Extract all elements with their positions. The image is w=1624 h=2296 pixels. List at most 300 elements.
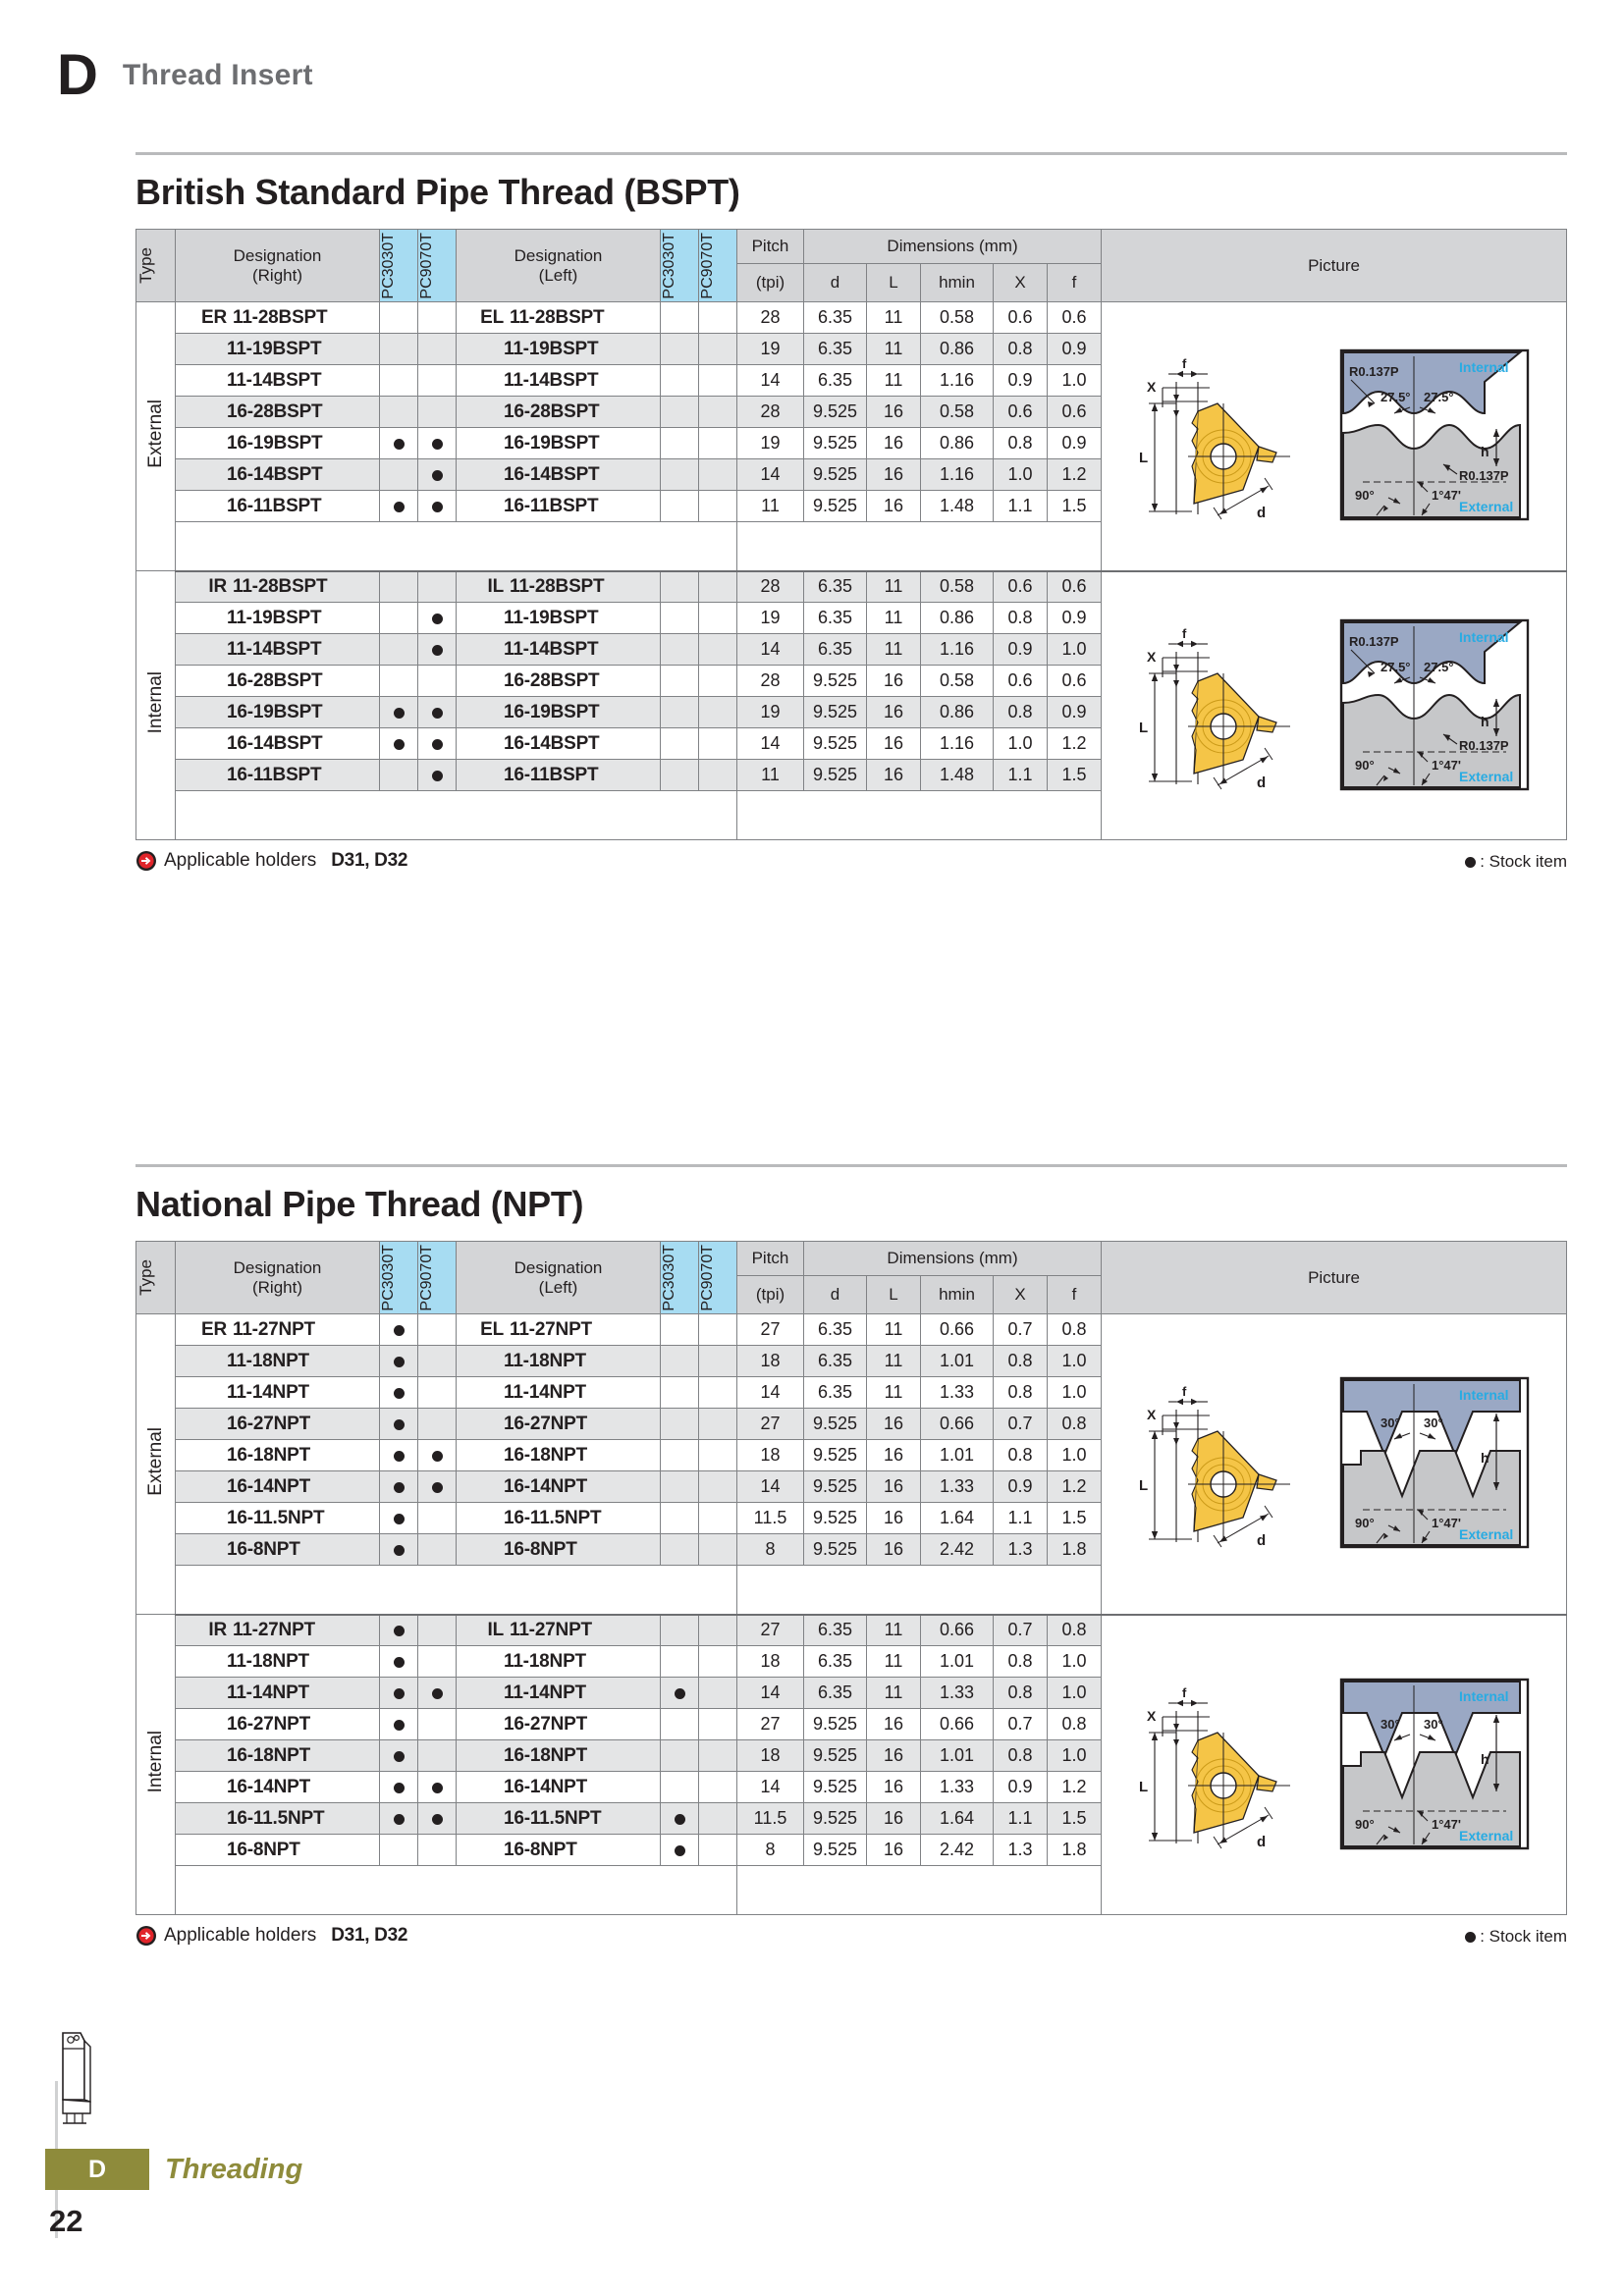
designation-left-cell	[457, 760, 661, 791]
designation-right-value: 16-27NPT	[227, 1713, 310, 1735]
designation-left-cell	[457, 459, 661, 491]
pitch-value: 18	[737, 1740, 804, 1772]
stock-cell-pc9070t-right	[418, 634, 457, 666]
dim-f-value: 1.2	[1048, 728, 1102, 760]
dim-hmin-value: 0.58	[921, 397, 994, 428]
pitch-value: 28	[737, 666, 804, 697]
designation-right-value: 16-11BSPT	[227, 495, 322, 516]
stock-cell-pc3030t-left	[661, 459, 699, 491]
stock-cell-pc9070t-left	[699, 1803, 737, 1835]
svg-text:R0.137P: R0.137P	[1348, 364, 1399, 380]
designation-right-value: 11-27NPT	[233, 1619, 315, 1640]
dim-hmin-value: 1.64	[921, 1503, 994, 1534]
designation-left-cell	[457, 365, 661, 397]
spacer-left	[176, 791, 737, 840]
designation-left-cell	[457, 1740, 661, 1772]
designation-right-value: 11-14NPT	[227, 1381, 309, 1403]
stock-item-note	[1465, 852, 1567, 872]
applicable-holders-value: D31, D32	[331, 850, 408, 871]
col-type: Type	[136, 230, 176, 302]
dim-f-value: 1.0	[1048, 634, 1102, 666]
dim-f-value: 1.2	[1048, 1471, 1102, 1503]
designation-left-cell	[457, 1534, 661, 1566]
designation-left-value: 11-14BSPT	[504, 638, 599, 660]
stock-cell-pc9070t-left	[699, 603, 737, 634]
designation-left-value: 16-19BSPT	[504, 701, 600, 722]
spacer-right	[737, 522, 1102, 571]
stock-cell-pc3030t-left	[661, 603, 699, 634]
designation-right-cell	[176, 1409, 380, 1440]
dim-hmin-value: 1.33	[921, 1772, 994, 1803]
stock-cell-pc3030t-right	[380, 1678, 418, 1709]
stock-cell-pc9070t-left	[699, 1835, 737, 1866]
svg-text:h: h	[1480, 1450, 1489, 1467]
dim-f-value: 0.9	[1048, 697, 1102, 728]
stock-cell-pc3030t-right	[380, 1709, 418, 1740]
designation-right-cell	[176, 728, 380, 760]
designation-left-value: 11-27NPT	[510, 1318, 592, 1340]
designation-left-value: 16-11.5NPT	[504, 1807, 602, 1829]
section-divider	[135, 1164, 1567, 1167]
stock-dot-icon	[432, 502, 443, 512]
stock-cell-pc9070t-right	[418, 491, 457, 522]
pitch-value: 19	[737, 603, 804, 634]
svg-text:Internal: Internal	[1458, 1387, 1509, 1404]
col-pitch-group: Pitch	[737, 230, 804, 264]
designation-left-value: 16-11BSPT	[504, 495, 599, 516]
stock-cell-pc9070t-right	[418, 428, 457, 459]
page-header	[57, 43, 313, 107]
stock-cell-pc3030t-left	[661, 1678, 699, 1709]
pitch-value: 18	[737, 1440, 804, 1471]
svg-text:90°: 90°	[1354, 757, 1375, 773]
stock-cell-pc3030t-right	[380, 1471, 418, 1503]
stock-cell-pc3030t-left	[661, 302, 699, 334]
stock-dot-icon	[394, 1325, 405, 1336]
stock-cell-pc3030t-right	[380, 760, 418, 791]
svg-text:X: X	[1146, 1407, 1156, 1423]
dim-L-value: 11	[867, 1314, 921, 1346]
stock-cell-pc3030t-right	[380, 1503, 418, 1534]
stock-cell-pc3030t-right	[380, 1440, 418, 1471]
dim-hmin-value: 1.01	[921, 1346, 994, 1377]
insert-geometry-diagram	[1133, 1370, 1329, 1557]
stock-dot-icon	[394, 1357, 405, 1367]
dim-X-value: 0.7	[994, 1314, 1048, 1346]
dim-f-value: 1.2	[1048, 1772, 1102, 1803]
thread-profile-diagram	[1333, 1672, 1536, 1858]
stock-cell-pc9070t-left	[699, 397, 737, 428]
stock-cell-pc3030t-left	[661, 1440, 699, 1471]
dim-L-value: 16	[867, 728, 921, 760]
designation-right-value: 11-18NPT	[227, 1350, 309, 1371]
designation-right-value: 11-27NPT	[233, 1318, 315, 1340]
svg-text:90°: 90°	[1354, 488, 1375, 504]
designation-right-cell	[176, 397, 380, 428]
stock-cell-pc3030t-left	[661, 1709, 699, 1740]
stock-cell-pc9070t-right	[418, 302, 457, 334]
dim-X-value: 0.6	[994, 302, 1048, 334]
designation-right-cell	[176, 1678, 380, 1709]
designation-right-cell	[176, 603, 380, 634]
designation-right-value: 11-14BSPT	[227, 369, 322, 391]
stock-dot-icon	[432, 771, 443, 781]
type-code-left: IL	[487, 575, 504, 597]
designation-right-cell	[176, 428, 380, 459]
designation-left-cell	[457, 728, 661, 760]
pitch-value: 14	[737, 365, 804, 397]
type-code-right: IR	[208, 575, 227, 597]
stock-cell-pc3030t-left	[661, 571, 699, 603]
designation-left-cell	[457, 634, 661, 666]
dim-hmin-value: 1.16	[921, 728, 994, 760]
dim-d-value: 6.35	[804, 302, 867, 334]
designation-right-cell	[176, 334, 380, 365]
designation-right-cell	[176, 1346, 380, 1377]
designation-left-cell	[457, 1377, 661, 1409]
stock-cell-pc3030t-left	[661, 334, 699, 365]
dim-d-value: 6.35	[804, 634, 867, 666]
designation-right-cell	[176, 1377, 380, 1409]
dim-d-value: 6.35	[804, 334, 867, 365]
designation-left-cell	[457, 1772, 661, 1803]
dim-X-value: 0.9	[994, 365, 1048, 397]
stock-dot-icon	[675, 1845, 685, 1856]
stock-cell-pc3030t-left	[661, 1377, 699, 1409]
orientation-label: Internal	[144, 1731, 166, 1793]
dim-hmin-value: 0.86	[921, 334, 994, 365]
stock-dot-icon	[394, 1751, 405, 1762]
dim-hmin-value: 1.48	[921, 760, 994, 791]
dim-L-value: 11	[867, 302, 921, 334]
stock-cell-pc9070t-right	[418, 1646, 457, 1678]
stock-cell-pc9070t-right	[418, 1772, 457, 1803]
dim-d-value: 9.525	[804, 697, 867, 728]
designation-left-cell	[457, 334, 661, 365]
stock-dot-icon	[432, 439, 443, 450]
col-picture: Picture	[1102, 1242, 1567, 1314]
dim-f-value: 0.9	[1048, 603, 1102, 634]
dim-L-value: 11	[867, 1377, 921, 1409]
applicable-holders-label: Applicable holders	[164, 1925, 317, 1946]
dim-X-value: 0.8	[994, 1440, 1048, 1471]
col-grade-pc3030t-left: PC3030T	[661, 230, 699, 302]
designation-left-value: 16-28BSPT	[504, 400, 600, 422]
svg-text:L: L	[1138, 450, 1148, 467]
designation-right-cell	[176, 1646, 380, 1678]
stock-cell-pc9070t-left	[699, 1678, 737, 1709]
stock-cell-pc9070t-left	[699, 634, 737, 666]
dim-hmin-value: 0.58	[921, 571, 994, 603]
dim-L-value: 16	[867, 397, 921, 428]
dim-X-value: 0.7	[994, 1615, 1048, 1646]
svg-text:d: d	[1256, 505, 1266, 522]
stock-cell-pc9070t-right	[418, 1740, 457, 1772]
dim-f-value: 1.0	[1048, 1346, 1102, 1377]
designation-right-cell	[176, 1835, 380, 1866]
svg-text:External: External	[1458, 1827, 1513, 1843]
dim-f-value: 0.8	[1048, 1709, 1102, 1740]
designation-left-value: 16-11.5NPT	[504, 1507, 602, 1528]
footer-category-label: Threading	[165, 2154, 303, 2185]
stock-cell-pc9070t-left	[699, 760, 737, 791]
svg-text:External: External	[1458, 499, 1513, 515]
section-title-bspt: British Standard Pipe Thread (BSPT)	[135, 172, 740, 212]
dim-f-value: 0.9	[1048, 428, 1102, 459]
stock-dot-icon	[432, 470, 443, 481]
stock-cell-pc3030t-left	[661, 1646, 699, 1678]
spacer-left	[176, 1866, 737, 1915]
pitch-value: 8	[737, 1534, 804, 1566]
type-code-right: ER	[201, 1318, 227, 1340]
pitch-value: 27	[737, 1409, 804, 1440]
designation-right-cell	[176, 459, 380, 491]
stock-cell-pc9070t-right	[418, 1503, 457, 1534]
stock-cell-pc3030t-left	[661, 728, 699, 760]
pitch-value: 27	[737, 1709, 804, 1740]
dim-f-value: 0.8	[1048, 1409, 1102, 1440]
stock-cell-pc9070t-right	[418, 1803, 457, 1835]
spacer-right	[737, 1866, 1102, 1915]
stock-cell-pc3030t-right	[380, 1534, 418, 1566]
dim-X-value: 0.7	[994, 1409, 1048, 1440]
svg-text:Internal: Internal	[1458, 628, 1509, 645]
stock-cell-pc9070t-left	[699, 1503, 737, 1534]
col-grade-pc9070t-left: PC9070T	[699, 230, 737, 302]
col-pitch-unit: (tpi)	[737, 264, 804, 302]
stock-dot-icon	[394, 708, 405, 719]
dim-hmin-value: 1.33	[921, 1678, 994, 1709]
designation-left-value: 16-27NPT	[504, 1413, 587, 1434]
svg-text:External: External	[1458, 768, 1513, 784]
designation-left-cell	[457, 1346, 661, 1377]
stock-cell-pc3030t-left	[661, 1772, 699, 1803]
dim-hmin-value: 1.01	[921, 1440, 994, 1471]
type-code-right: IR	[208, 1619, 227, 1640]
stock-cell-pc9070t-right	[418, 697, 457, 728]
pitch-value: 28	[737, 397, 804, 428]
stock-cell-pc3030t-left	[661, 760, 699, 791]
col-pitch-group: Pitch	[737, 1242, 804, 1276]
svg-text:f: f	[1181, 1384, 1186, 1400]
stock-cell-pc9070t-right	[418, 365, 457, 397]
stock-cell-pc9070t-left	[699, 1440, 737, 1471]
dim-X-value: 1.1	[994, 1503, 1048, 1534]
designation-right-value: 11-14BSPT	[227, 638, 322, 660]
svg-text:R0.137P: R0.137P	[1348, 633, 1399, 649]
dim-f-value: 0.6	[1048, 302, 1102, 334]
section-divider	[135, 152, 1567, 155]
dim-hmin-value: 0.66	[921, 1615, 994, 1646]
designation-right-cell	[176, 1772, 380, 1803]
designation-right-cell	[176, 634, 380, 666]
stock-cell-pc3030t-right	[380, 666, 418, 697]
stock-cell-pc9070t-left	[699, 334, 737, 365]
svg-text:90°: 90°	[1354, 1516, 1375, 1531]
designation-left-cell	[457, 1503, 661, 1534]
designation-left-value: 11-19BSPT	[504, 607, 599, 628]
stock-dot-icon	[394, 1514, 405, 1524]
dim-d-value: 6.35	[804, 603, 867, 634]
stock-cell-pc9070t-right	[418, 666, 457, 697]
svg-text:30°: 30°	[1423, 1415, 1443, 1431]
stock-item-label: : Stock item	[1480, 852, 1567, 871]
designation-left-value: 11-14NPT	[504, 1381, 586, 1403]
dim-f-value: 0.9	[1048, 334, 1102, 365]
stock-cell-pc3030t-right	[380, 365, 418, 397]
pitch-value: 14	[737, 1772, 804, 1803]
notes-npt	[135, 1921, 1567, 1966]
dim-hmin-value: 0.66	[921, 1314, 994, 1346]
dim-hmin-value: 1.01	[921, 1646, 994, 1678]
applicable-holders-value: D31, D32	[331, 1925, 408, 1946]
designation-right-value: 11-18NPT	[227, 1650, 309, 1672]
dim-f-value: 1.5	[1048, 491, 1102, 522]
table-row	[136, 571, 1567, 603]
stock-cell-pc9070t-right	[418, 1678, 457, 1709]
dim-hmin-value: 2.42	[921, 1835, 994, 1866]
dim-L-value: 11	[867, 1678, 921, 1709]
stock-cell-pc3030t-right	[380, 1835, 418, 1866]
dim-hmin-value: 1.48	[921, 491, 994, 522]
dim-X-value: 0.9	[994, 1471, 1048, 1503]
dim-f-value: 1.8	[1048, 1534, 1102, 1566]
dim-f-value: 1.8	[1048, 1835, 1102, 1866]
svg-text:30°: 30°	[1423, 1716, 1443, 1732]
stock-cell-pc9070t-left	[699, 1615, 737, 1646]
designation-left-value: 11-27NPT	[510, 1619, 592, 1640]
designation-right-cell	[176, 1440, 380, 1471]
designation-left-cell	[457, 1409, 661, 1440]
col-grade-pc3030t-right: PC3030T	[380, 230, 418, 302]
col-grade-pc3030t-right: PC3030T	[380, 1242, 418, 1314]
stock-cell-pc3030t-right	[380, 302, 418, 334]
stock-dot-icon	[432, 739, 443, 750]
thread-profile-diagram	[1333, 343, 1536, 529]
dim-L-value: 16	[867, 1534, 921, 1566]
spacer-right	[737, 791, 1102, 840]
notes-bspt	[135, 846, 1567, 891]
designation-left-value: 16-14BSPT	[504, 732, 600, 754]
stock-cell-pc3030t-right	[380, 728, 418, 760]
dim-X-value: 0.8	[994, 1678, 1048, 1709]
dim-L-value: 16	[867, 1803, 921, 1835]
stock-cell-pc9070t-left	[699, 1646, 737, 1678]
designation-right-cell	[176, 491, 380, 522]
dim-L-value: 16	[867, 1835, 921, 1866]
stock-cell-pc9070t-right	[418, 1835, 457, 1866]
dim-d-value: 6.35	[804, 1646, 867, 1678]
stock-cell-pc9070t-right	[418, 459, 457, 491]
col-picture: Picture	[1102, 230, 1567, 302]
pitch-value: 14	[737, 634, 804, 666]
stock-cell-pc3030t-right	[380, 428, 418, 459]
stock-dot-icon	[394, 1419, 405, 1430]
stock-dot-icon	[394, 1626, 405, 1636]
dim-f-value: 0.8	[1048, 1615, 1102, 1646]
stock-cell-pc3030t-left	[661, 428, 699, 459]
stock-cell-pc3030t-left	[661, 1740, 699, 1772]
svg-text:1°47': 1°47'	[1431, 1816, 1461, 1832]
dim-hmin-value: 1.16	[921, 459, 994, 491]
dim-hmin-value: 1.01	[921, 1740, 994, 1772]
dim-hmin-value: 0.66	[921, 1709, 994, 1740]
pitch-value: 11	[737, 491, 804, 522]
dim-d-value: 9.525	[804, 1772, 867, 1803]
dim-f-value: 1.5	[1048, 1503, 1102, 1534]
dim-X-value: 0.8	[994, 428, 1048, 459]
dim-hmin-value: 1.64	[921, 1803, 994, 1835]
stock-cell-pc9070t-right	[418, 397, 457, 428]
insert-geometry-diagram	[1133, 343, 1329, 529]
designation-right-cell	[176, 1615, 380, 1646]
stock-cell-pc3030t-right	[380, 1615, 418, 1646]
designation-left-cell	[457, 666, 661, 697]
svg-text:f: f	[1181, 625, 1186, 641]
stock-dot-icon	[394, 1482, 405, 1493]
svg-text:27.5°: 27.5°	[1423, 390, 1454, 405]
stock-cell-pc9070t-left	[699, 571, 737, 603]
stock-cell-pc9070t-right	[418, 1440, 457, 1471]
stock-cell-pc9070t-left	[699, 666, 737, 697]
pitch-value: 14	[737, 459, 804, 491]
designation-right-cell	[176, 1503, 380, 1534]
dim-d-value: 9.525	[804, 1409, 867, 1440]
stock-cell-pc3030t-right	[380, 1772, 418, 1803]
dim-L-value: 16	[867, 1709, 921, 1740]
dim-f-value: 1.2	[1048, 459, 1102, 491]
stock-cell-pc3030t-left	[661, 1534, 699, 1566]
designation-left-cell	[457, 603, 661, 634]
stock-cell-pc9070t-right	[418, 1471, 457, 1503]
tool-holder-icon	[51, 2029, 102, 2135]
dim-L-value: 16	[867, 1409, 921, 1440]
pitch-value: 19	[737, 697, 804, 728]
svg-text:R0.137P: R0.137P	[1458, 737, 1509, 753]
designation-right-cell	[176, 1709, 380, 1740]
insert-geometry-diagram	[1133, 613, 1329, 799]
dim-hmin-value: 2.42	[921, 1534, 994, 1566]
dim-d-value: 9.525	[804, 1709, 867, 1740]
designation-left-cell	[457, 697, 661, 728]
type-code-left: EL	[480, 306, 504, 328]
table-header-row-1	[136, 230, 1567, 264]
designation-left-value: 16-18NPT	[504, 1444, 587, 1466]
pitch-value: 19	[737, 428, 804, 459]
dim-d-value: 9.525	[804, 491, 867, 522]
orientation-label: External	[144, 400, 166, 468]
svg-text:30°: 30°	[1380, 1415, 1400, 1431]
designation-left-cell	[457, 428, 661, 459]
dim-X-value: 1.0	[994, 728, 1048, 760]
table-wrapper-bspt	[135, 229, 1567, 840]
svg-text:X: X	[1146, 1707, 1156, 1724]
stock-cell-pc3030t-left	[661, 397, 699, 428]
applicable-holders-label: Applicable holders	[164, 850, 317, 871]
col-type: Type	[136, 1242, 176, 1314]
dim-X-value: 1.1	[994, 760, 1048, 791]
dim-L-value: 16	[867, 491, 921, 522]
designation-right-value: 16-28BSPT	[227, 400, 323, 422]
stock-cell-pc9070t-right	[418, 1409, 457, 1440]
col-grade-pc9070t-right: PC9070T	[418, 1242, 457, 1314]
dim-X-value: 0.8	[994, 697, 1048, 728]
dim-f-value: 1.0	[1048, 1646, 1102, 1678]
designation-right-value: 16-14BSPT	[227, 463, 323, 485]
dim-X-value: 0.8	[994, 334, 1048, 365]
dim-hmin-value: 0.86	[921, 603, 994, 634]
dim-L-value: 11	[867, 365, 921, 397]
